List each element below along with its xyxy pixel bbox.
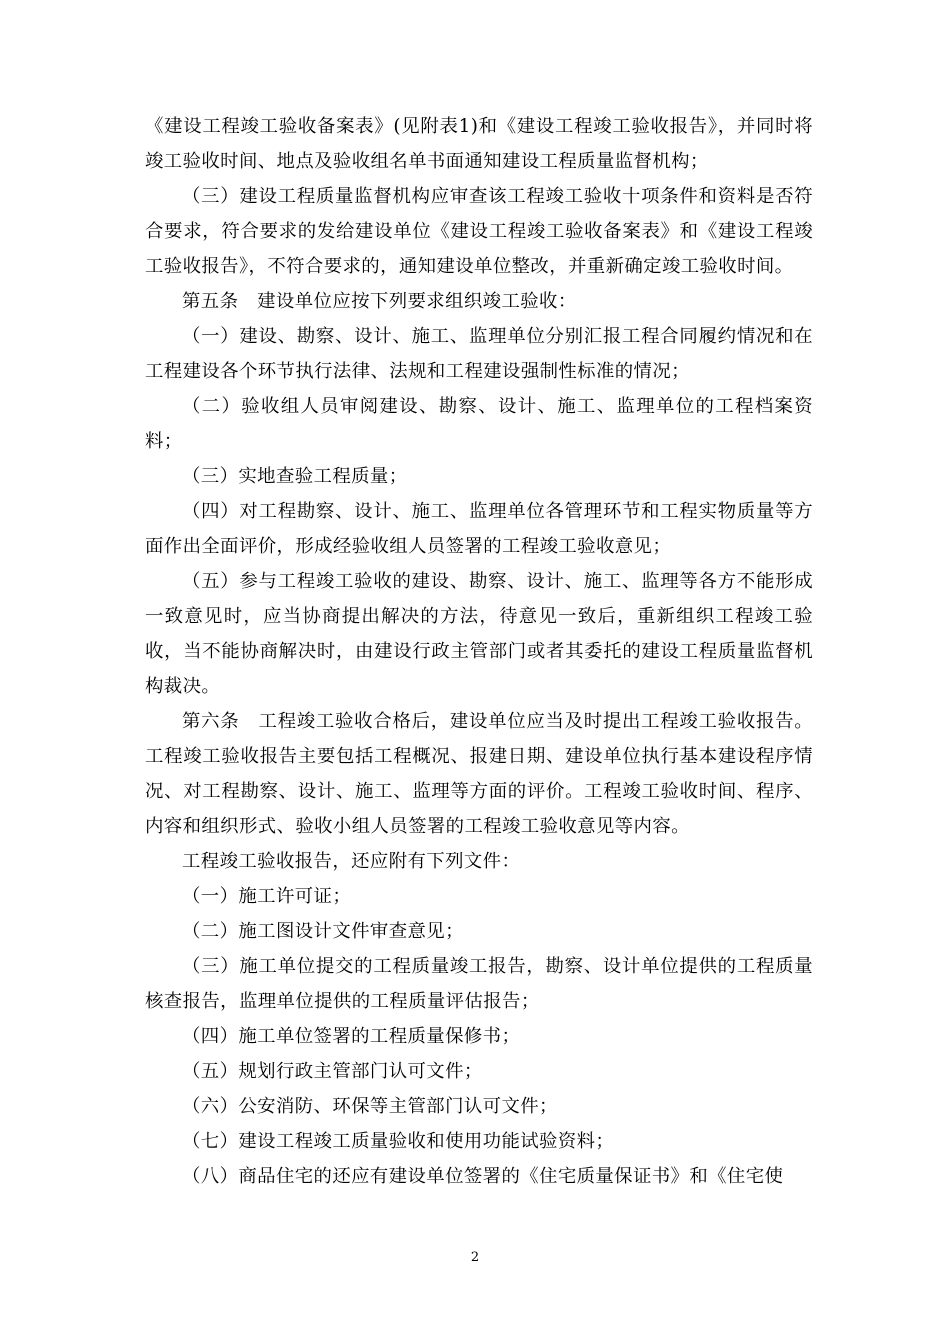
list-item: （五）规划行政主管部门认可文件； (182, 1061, 483, 1082)
list-item: （一）施工许可证； (182, 886, 352, 907)
list-item: （七）建设工程竣工质量验收和使用功能试验资料； (182, 1131, 615, 1152)
article-heading: 第五条 建设单位应按下列要求组织竣工验收： (182, 291, 577, 312)
list-item: （三）实地查验工程质量； (182, 466, 408, 487)
article-heading: 第六条 工程竣工验收合格后，建设单位应当及时提出工程竣工验收报告。工程竣工验收报告主要包括工程概况、报建日期、建设单位执行基本建设程序情况、对工程勘察、设计、施工、监理等方面的评价。工程竣工验收时间、程序、内容和组织形式、验收小组人员签署的工程竣工验收意见等内容。 (145, 711, 813, 837)
list-item: （二）验收组人员审阅建设、勘察、设计、施工、监理单位的工程档案资料； (145, 396, 813, 452)
list-item: （五）参与工程竣工验收的建设、勘察、设计、施工、监理等各方不能形成一致意见时，应当协商提出解决的方法，待意见一致后，重新组织工程竣工验收，当不能协商解决时，由建设行政主管部门或者其委托的建设工程质量监督机构裁决。 (145, 571, 813, 697)
list-item: （一）建设、勘察、设计、施工、监理单位分别汇报工程合同履约情况和在工程建设各个环节执行法律、法规和工程建设强制性标准的情况； (145, 326, 813, 382)
list-item: （四）对工程勘察、设计、施工、监理单位各管理环节和工程实物质量等方面作出全面评价，形成经验收组人员签署的工程竣工验收意见； (145, 501, 813, 557)
list-item: （四）施工单位签署的工程质量保修书； (182, 1026, 521, 1047)
list-item: （八）商品住宅的还应有建设单位签署的《住宅质量保证书》和《住宅使 (182, 1166, 784, 1187)
list-item: （六）公安消防、环保等主管部门认可文件； (182, 1096, 558, 1117)
paragraph: 工程竣工验收报告，还应附有下列文件： (182, 851, 521, 872)
document-body (145, 109, 813, 1194)
paragraph: （三）建设工程质量监督机构应审查该工程竣工验收十项条件和资料是否符合要求，符合要求的发给建设单位《建设工程竣工验收备案表》和《建设工程竣工验收报告》，不符合要求的，通知建设单位整改，并重新确定竣工验收时间。 (145, 186, 813, 277)
list-item: （二）施工图设计文件审查意见； (182, 921, 464, 942)
list-item: （三）施工单位提交的工程质量竣工报告，勘察、设计单位提供的工程质量核查报告，监理单位提供的工程质量评估报告； (145, 956, 813, 1012)
paragraph: 《建设工程竣工验收备案表》(见附表1)和《建设工程竣工验收报告》，并同时将竣工验收时间、地点及验收组名单书面通知建设工程质量监督机构； (145, 116, 813, 172)
page-number: 2 (470, 1250, 480, 1265)
